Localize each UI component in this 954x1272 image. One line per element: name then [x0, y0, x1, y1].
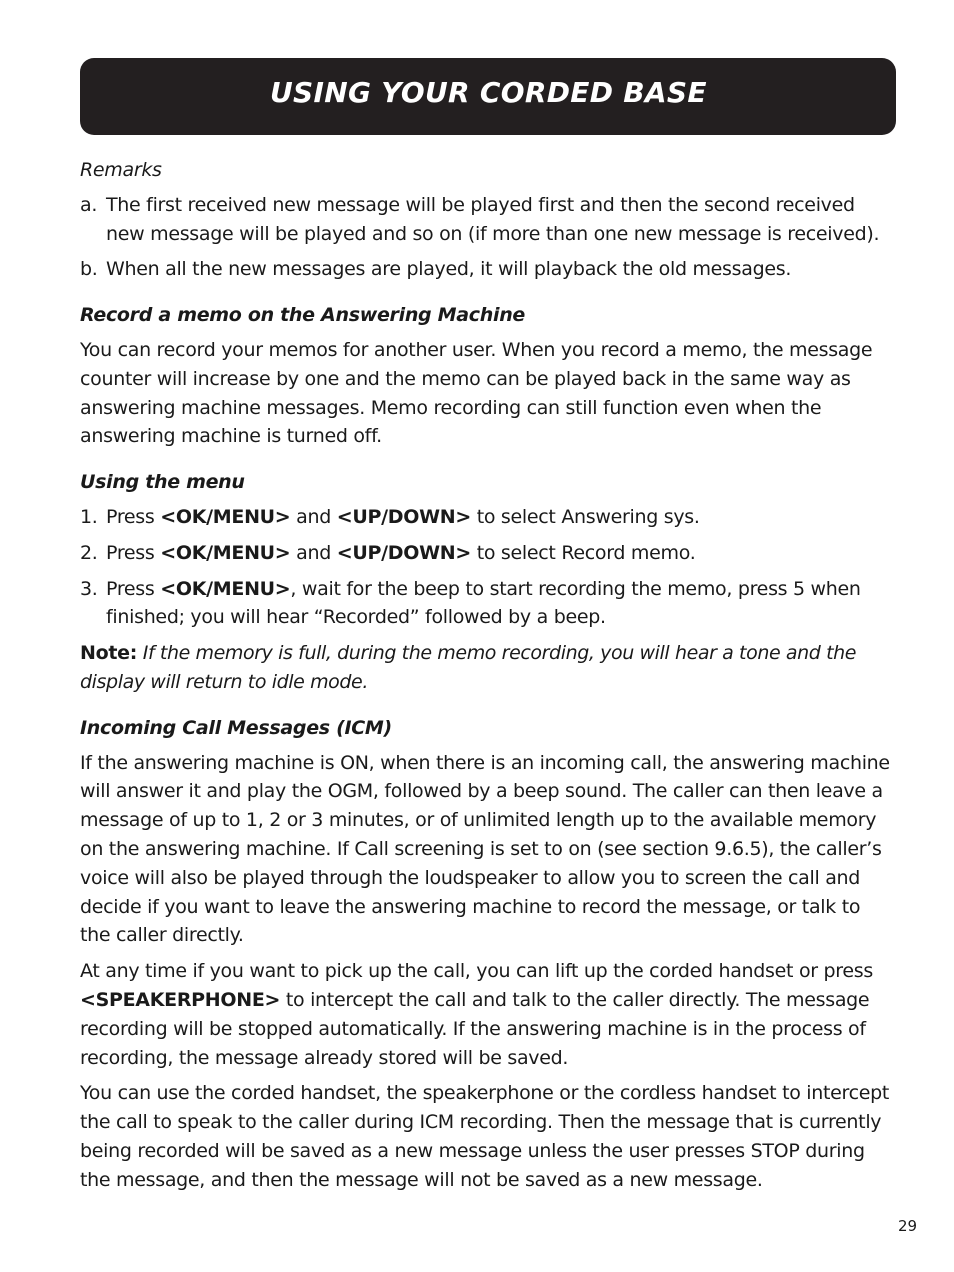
key-name: <SPEAKERPHONE> [80, 988, 281, 1011]
list-marker: 2. [80, 541, 98, 564]
icm-paragraph-1: If the answering machine is ON, when there is an incoming call, the answering machine will answer it and play the OGM, followed by a beep sound. The caller can then leave a message of up to 1, 2 or 3 minutes, or of unlimited length up to the available memory on the answering machine. If Call screening is set to on (see section 9.6.5), the caller’s voice will also be played through the loudspeaker to allow you to screen the call and decide if you want to leave the answering machine to record the message, or talk to the caller directly. [80, 751, 890, 947]
list-item [80, 255, 892, 284]
key-name: <OK/MENU> [160, 505, 291, 528]
step-text-mid: and [290, 505, 337, 528]
step-text-pre: Press [106, 505, 161, 528]
step-text-post: to select Answering sys. [470, 505, 700, 528]
menu-steps-list [80, 503, 892, 632]
list-item [80, 575, 892, 633]
list-marker: 3. [80, 577, 98, 600]
step-text-pre: Press [106, 577, 161, 600]
remarks-label: Remarks [80, 159, 162, 181]
list-item [80, 503, 892, 532]
icm-heading: Incoming Call Messages (ICM) [80, 716, 392, 739]
icm-paragraph-2-pre: At any time if you want to pick up the call, you can lift up the corded handset or press [80, 960, 873, 983]
list-item [80, 191, 892, 249]
list-marker: 1. [80, 505, 98, 528]
note-label: Note: [80, 642, 138, 665]
remarks-list [80, 191, 892, 284]
page-content [80, 156, 892, 1202]
list-marker: a. [80, 193, 98, 216]
list-marker: b. [80, 258, 98, 281]
list-item-text: The first received new message will be played first and then the second received new message will be played and so on (if more than one new message is received). [106, 193, 880, 245]
note [80, 639, 892, 697]
section-header-banner [80, 58, 896, 135]
page-number: 29 [898, 1217, 918, 1235]
note-text: If the memory is full, during the memo recording, you will hear a tone and the display will return to idle mode. [80, 642, 857, 693]
key-name: <UP/DOWN> [336, 505, 471, 528]
icm-paragraph-3: You can use the corded handset, the speakerphone or the cordless handset to intercept the call to speak to the caller during ICM recording. Then the message that is currently being recorded will be saved as a new message unless the user presses STOP during the message, and then the message will not be saved as a new message. [80, 1082, 890, 1191]
icm-paragraph-2 [80, 957, 892, 1072]
icm-paragraph-2-post: to intercept the call and talk to the caller directly. The message recording will be stopped automatically. If the answering machine is in the process of recording, the message already stored will be saved. [80, 988, 870, 1069]
step-text-pre: Press [106, 541, 161, 564]
step-text-post: to select Record memo. [470, 541, 696, 564]
memo-heading: Record a memo on the Answering Machine [80, 304, 526, 327]
menu-heading: Using the menu [80, 471, 245, 494]
key-name: <OK/MENU> [160, 577, 291, 600]
memo-paragraph: You can record your memos for another user. When you record a memo, the message counter will increase by one and the memo can be played back in the same way as answering machine messages. Memo recording can still function even when the answering machine is turned off. [80, 338, 873, 448]
section-title: USING YOUR CORDED BASE [270, 76, 707, 109]
key-name: <OK/MENU> [160, 541, 291, 564]
step-text-post: , wait for the beep to start recording the memo, press 5 when finished; you will hear “Recorded” followed by a beep. [106, 577, 861, 629]
key-name: <UP/DOWN> [336, 541, 471, 564]
step-text-mid: and [290, 541, 337, 564]
list-item [80, 539, 892, 568]
list-item-text: When all the new messages are played, it will playback the old messages. [106, 258, 792, 281]
